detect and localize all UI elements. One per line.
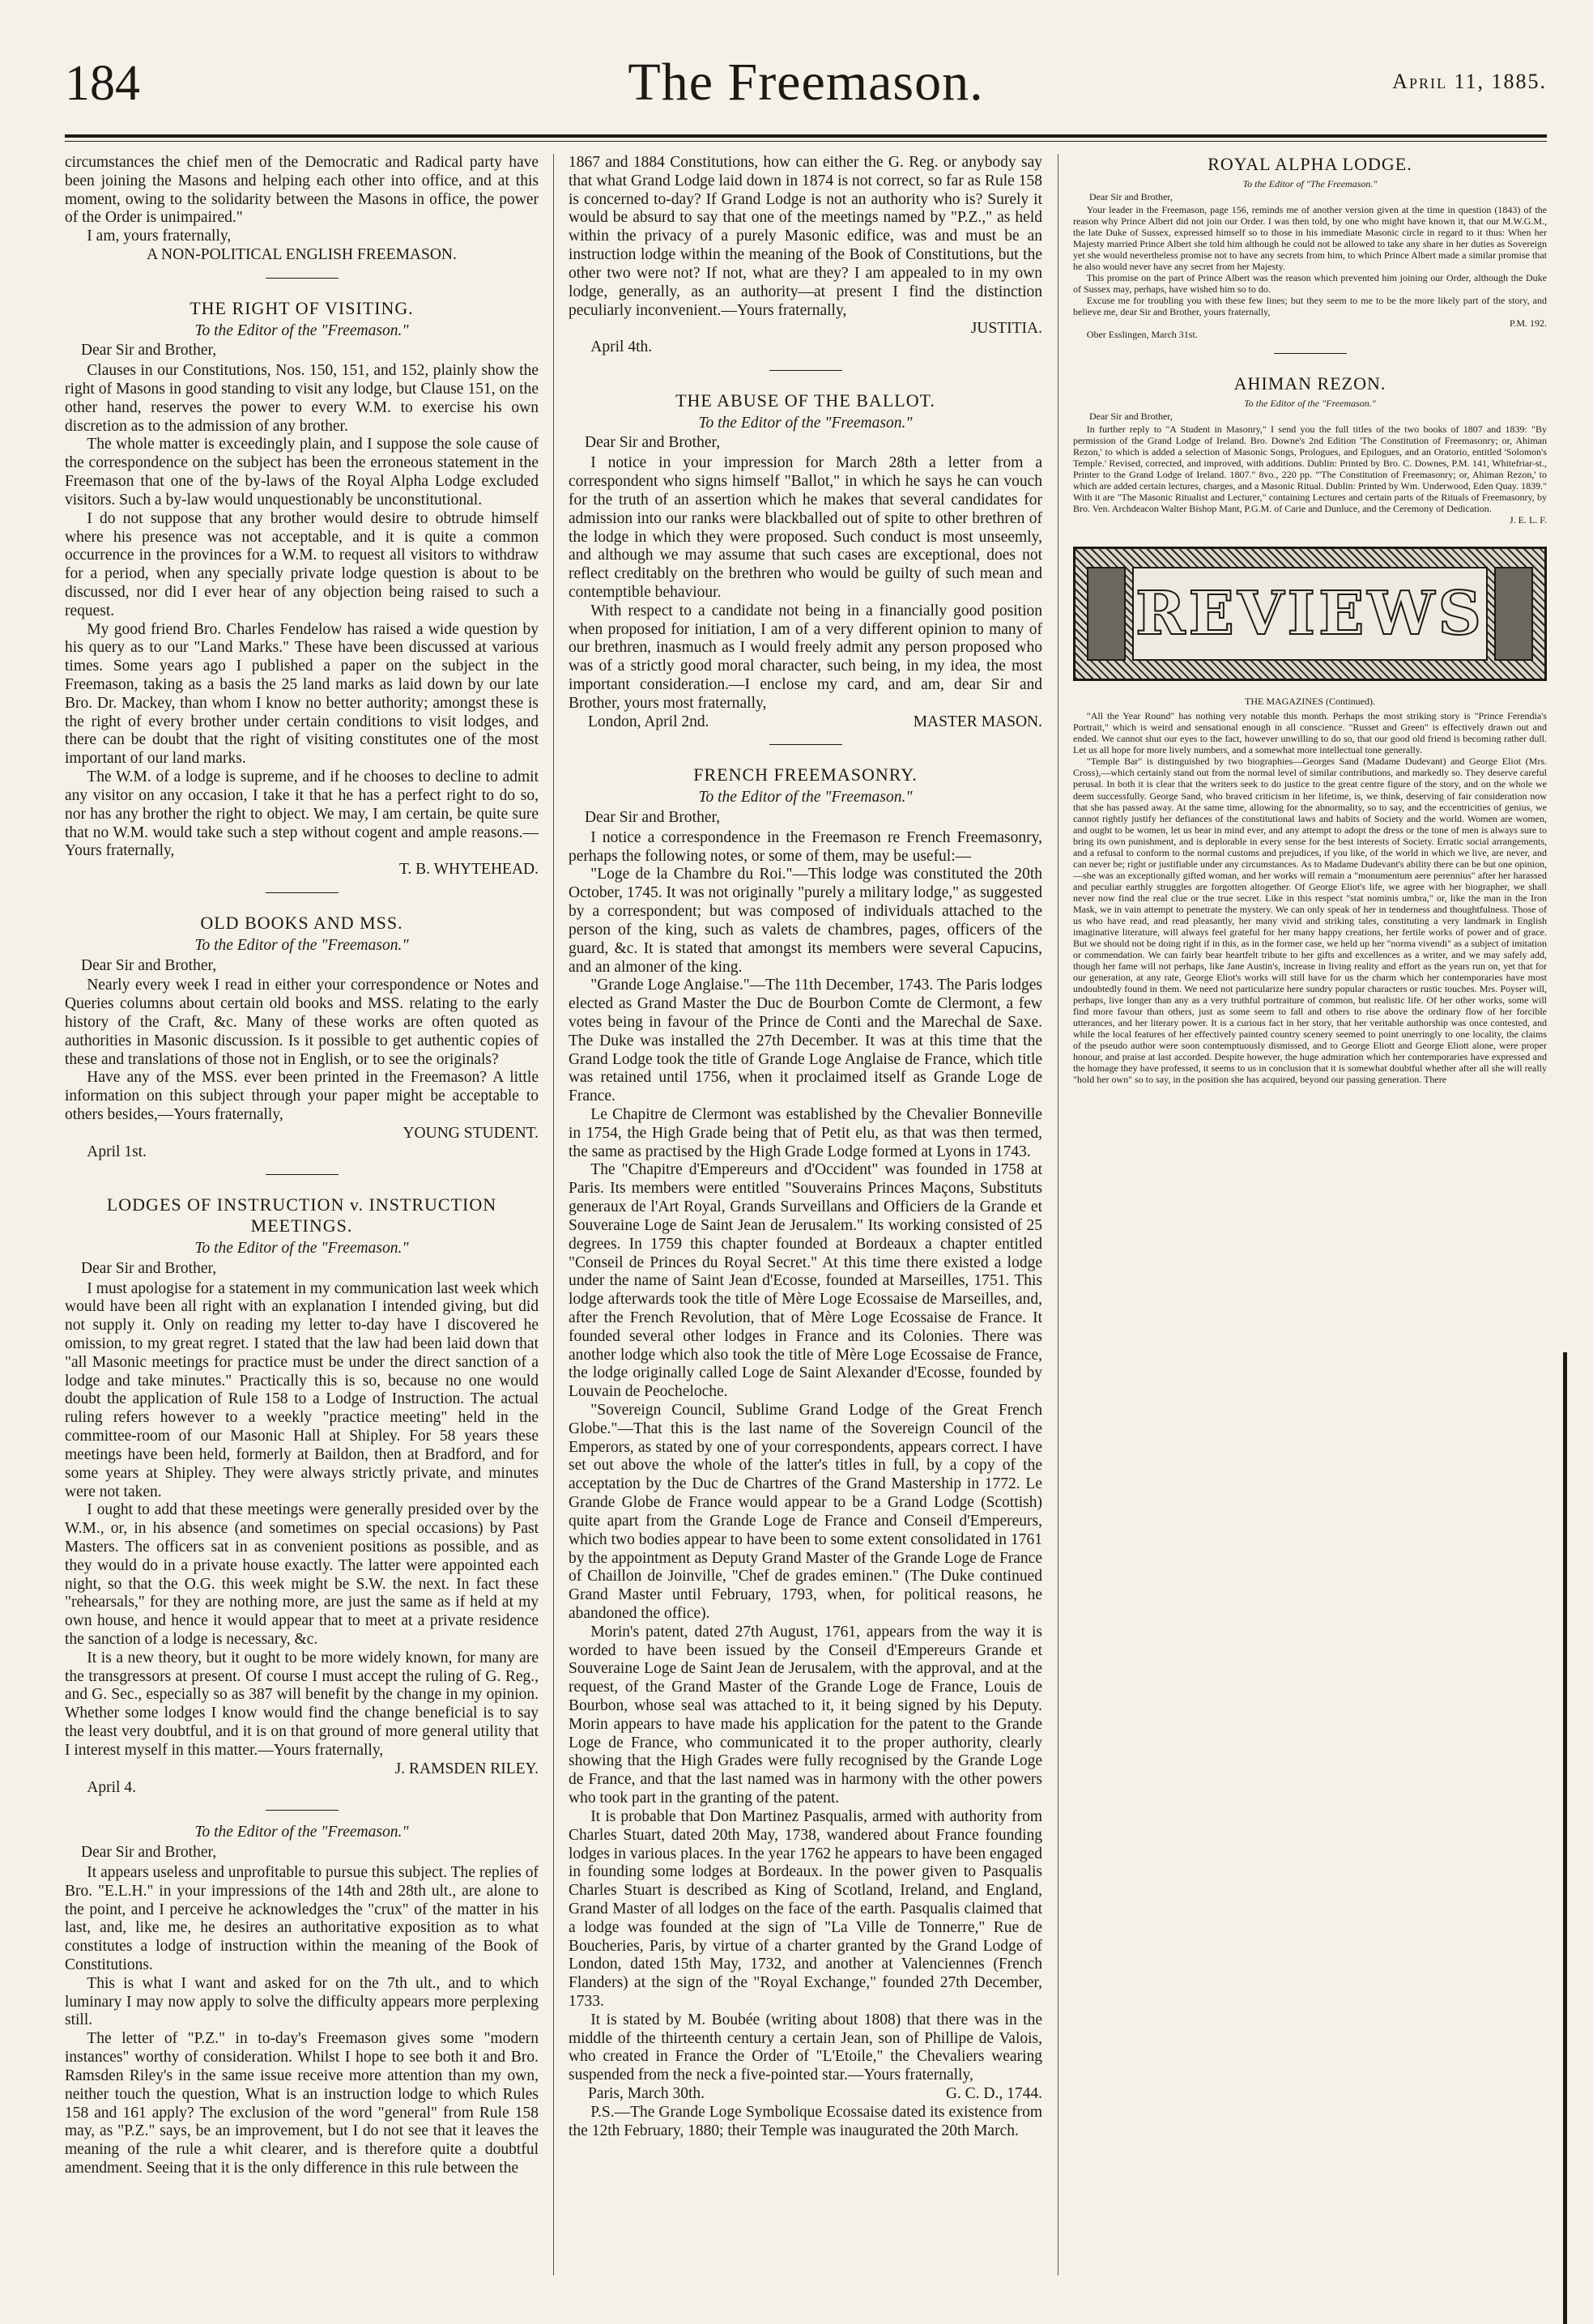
article-text: P.S.—The Grande Loge Symbolique Ecossaise dated its existence from the 12th February, 1880; their Temple was inaugurated the 20th March. bbox=[569, 2103, 1042, 2139]
issue-date: April 11, 1885. bbox=[1392, 70, 1547, 93]
letter-date: April 4th. bbox=[590, 338, 653, 356]
column-1 bbox=[65, 154, 539, 2178]
salutation: Dear Sir and Brother, bbox=[81, 956, 217, 974]
article-title: FRENCH FREEMASONRY. bbox=[693, 764, 918, 785]
salutation: Dear Sir and Brother, bbox=[1089, 190, 1173, 202]
article-text: This promise on the part of Prince Albert was the reason which prevented him joining our Order, although the Duke of Sussex may, perhaps, have wished him so to do. bbox=[1073, 271, 1547, 296]
section-rule bbox=[266, 278, 339, 279]
editor-line: To the Editor of the "Freemason." bbox=[1244, 397, 1376, 409]
section-rule bbox=[266, 1174, 339, 1175]
article-text: I notice in your impression for March 28th a letter from a correspondent who signs himself "Ballot," in which he says he can vouch for the truth of an assertion which he makes that several candidates for admission into our ranks were blackballed out of spite to other brethren of the lodge in which they were proposed. Such conduct is most unseemly, and although we may assume that such cases are exceptional, does not reflect creditably on the brethren who would be guilty of such mean and contemptible behaviour. bbox=[569, 454, 1042, 601]
article-title: THE RIGHT OF VISITING. bbox=[190, 297, 414, 318]
article-text: I ought to add that these meetings were generally presided over by the W.M., or, in his absence (and sometimes on special occasions) by Past Masters. The officers sat in as convenient positions as possible, and as they would do in a private house exactly. The latter were appointed each night, so that the O.G. this week might be S.W. the next. In fact these "rehearsals," for they are nothing more, are just the same as if held at my own house, and hence it would appear that to meet at a private residence the sanction of a lodge is necessary, &c. bbox=[65, 1501, 539, 1648]
article-title: ROYAL ALPHA LODGE. bbox=[1208, 154, 1412, 174]
article-title: LODGES OF INSTRUCTION v. INSTRUCTION MEETINGS. bbox=[106, 1194, 497, 1236]
letter-signature: G. C. D., 1744. bbox=[945, 2085, 1042, 2103]
ornament-icon bbox=[1494, 567, 1533, 661]
article-text: The letter of "P.Z." in to-day's Freemason gives some "modern instances" worthy of consideration. Whilst I hope to see both it and Bro. Ramsden Riley's in the same issue receive more attention than my own, neither touch the question, What is an instruction lodge to which Rules 158 and 161 apply? The exclusion of the word "general" from Rule 158 may, as "P.Z." says, be an improvement, but I do not see that it leaves the meaning of the rule a whit clearer, and is therefore quite a doubtful amendment. Seeing that it is the only difference in this rule between the bbox=[65, 2030, 539, 2177]
column-divider bbox=[553, 154, 554, 2275]
editor-line: To the Editor of the "Freemason." bbox=[194, 321, 409, 339]
article-text: Your leader in the Freemason, page 156, reminds me of another version given at the time in question (1843) of the reason why Prince Albert did not join our Order. I was then told, by one who might have known it, that our M.W.G.M., the late Duke of Sussex, expressed himself so to those in his immediate Masonic circle in regard to it thus: When her Majesty married Prince Albert she told him although he could not be allowed to take any share in her duties as Sovereign yet she would nevertheless promise not to have any secrets from him, to which Prince Albert made a similar promise that he also would never have any secret from her Majesty. bbox=[1073, 203, 1547, 272]
masthead bbox=[65, 49, 1547, 146]
article-text: circumstances the chief men of the Democratic and Radical party have been joining the Masons and helping each other into office, and at this moment, owing to the solidarity between the Masons in office, the power of the Order is unimpaired." bbox=[65, 154, 539, 227]
letter-signature: J. E. L. F. bbox=[1509, 514, 1547, 526]
letter-signature: YOUNG STUDENT. bbox=[403, 1124, 539, 1142]
article-text: Excuse me for troubling you with these few lines; but they seem to me to be the more likely part of the story, and believe me, dear Sir and Brother, yours fraternally, bbox=[1073, 295, 1547, 318]
column-3 bbox=[1073, 154, 1547, 1085]
letter-signature: P.M. 192. bbox=[1509, 317, 1547, 330]
article-title: AHIMAN REZON. bbox=[1233, 373, 1386, 394]
letter-date: April 1st. bbox=[87, 1143, 147, 1160]
article-title: OLD BOOKS AND MSS. bbox=[200, 912, 403, 933]
reviews-heading: REVIEWS bbox=[1135, 578, 1484, 649]
section-rule bbox=[1274, 353, 1347, 354]
salutation: Dear Sir and Brother, bbox=[81, 1844, 217, 1862]
article-text: 1867 and 1884 Constitutions, how can either the G. Reg. or anybody say that what Grand Lodge laid down in 1874 is not correct, so far as Rule 158 is concerned to-day? If Grand Lodge is not an authority who is? Surely it would be absurd to say that one of the meetings named by "P.Z.," as held within the privacy of a purely Masonic edifice, was and must be an instruction lodge within the meaning of the Book of Constitutions, but the other two were not? If not, what are they? I am appealed to in my own lodge, generally, as an authority—at present I find the distinction peculiarly inconvenient.—Yours fraternally, bbox=[569, 154, 1042, 319]
article-text: "Sovereign Council, Sublime Grand Lodge of the Great French Globe."—That this is the last name of the Sovereign Council of the Emperors, as stated by one of your correspondents, appears correct. I have set out above the whole of the latter's titles in full, by a copy of the acceptation by the Duc de Chartres of the Grand Mastership in 1772. Le Grande Globe de France would appear to be a Grand Lodge (Scottish) quite apart from the Grande Loge de France and Conseil d'Empereurs, which two bodies appear to have been to some extent consolidated in 1761 by the appointment as Deputy Grand Master of the Grande Loge de France of Chaillon de Joinville, "Chef de grades eminen." (The Duke continued Grand Master until February, 1793, when, for political reasons, he abandoned the office). bbox=[569, 1402, 1042, 1622]
salutation: Dear Sir and Brother, bbox=[1089, 410, 1173, 422]
column-2 bbox=[569, 154, 1042, 2141]
article-text: Morin's patent, dated 27th August, 1761, appears from the way it is worded to have been issued by the Conseil d'Empereurs Grande et Souveraine Loge de Saint Jean de Jerusalem, with the approval, and at the request, of the Grand Master of the Grande Loge de France, Louis de Bourbon, whose seal was attached to it, it being signed by his Deputy. Morin appears to have made his application for the patent to the Grande Loge de France, who communicated it to the proper authority, clearly showing that the High Grades were fully recognised by the Grande Loge de France, and that the last named was in harmony with the other powers who took part in the granting of the patent. bbox=[569, 1623, 1042, 1807]
article-text: With respect to a candidate not being in a financially good position when proposed for initiation, I am of a very different opinion to many of our brethren, inasmuch as I would freely admit any person proposed who was of a strictly good moral character, such being, in my idea, the most important consideration.—I enclose my card, and am, dear Sir and Brother, yours most fraternally, bbox=[569, 602, 1042, 712]
newspaper-page bbox=[65, 49, 1547, 2284]
section-rule bbox=[769, 744, 842, 745]
paper-title: The Freemason. bbox=[628, 53, 984, 112]
margin-bar bbox=[1563, 1352, 1567, 2324]
article-text: It is stated by M. Boubée (writing about 1808) that there was in the middle of the thirteenth century a certain Jean, son of Phillipe de Valois, who created in France the Order of "L'Etoile," the Chevaliers wearing suspended from the neck a five-pointed star.—Yours fraternally, bbox=[569, 2011, 1042, 2084]
letter-signature: JUSTITIA. bbox=[970, 320, 1042, 338]
article-text: Have any of the MSS. ever been printed in the Freemason? A little information on this subject through your paper might be acceptable to others besides,—Yours fraternally, bbox=[65, 1069, 539, 1124]
article-text: Clauses in our Constitutions, Nos. 150, 151, and 152, plainly show the right of Masons in good standing to visit any lodge, but Clause 151, on the other hand, reserves the power to every W.M. to exercise his own discretion as to the admission of any brother. bbox=[65, 362, 539, 435]
letter-signature: MASTER MASON. bbox=[913, 713, 1042, 730]
salutation: Dear Sir and Brother, bbox=[81, 1259, 217, 1277]
editor-line: To the Editor of "The Freemason." bbox=[1242, 177, 1378, 189]
article-text: The W.M. of a lodge is supreme, and if he chooses to decline to admit any visitor on any occasion, I take it that he has a perfect right to do so, nor has any brother the right to object. We may, I am certain, be quite sure that no W.M. would take such a step without cogent and ample reasons.—Yours fraternally, bbox=[65, 768, 539, 860]
editor-line: To the Editor of the "Freemason." bbox=[194, 1239, 409, 1257]
letter-signature: A NON-POLITICAL ENGLISH FREEMASON. bbox=[147, 246, 457, 264]
salutation: Dear Sir and Brother, bbox=[585, 434, 721, 452]
article-text: It is a new theory, but it ought to be more widely known, for many are the transgressors at present. Of course I must accept the ruling of G. Reg., and G. Sec., especially so as 387 will benefit by the change in my opinion. Whether some lodges I know would find the change beneficial is to say the least very doubtful, and it is on that ground of more general utility that I interest myself in this matter.—Yours fraternally, bbox=[65, 1649, 539, 1759]
article-title: THE ABUSE OF THE BALLOT. bbox=[675, 389, 935, 411]
letter-signature: T. B. WHYTEHEAD. bbox=[398, 861, 539, 879]
article-text: "All the Year Round" has nothing very notable this month. Perhaps the most striking story is "Prince Ferendia's Portrait," which is weird and sensational enough in all conscience. "Russet and Green" is effectively drawn out and ended. We cannot shut our eyes to the fact, however unwilling to do so, that our good old friend is becoming rather dull. Let us all hope for more lively numbers, and a somewhat more intellectual tone generally. bbox=[1073, 710, 1547, 756]
reviews-banner bbox=[1073, 547, 1547, 681]
ornament-icon bbox=[1087, 567, 1126, 661]
letter-place: Paris, March 30th. bbox=[588, 2085, 705, 2103]
page-number: 184 bbox=[65, 56, 140, 111]
salutation: Dear Sir and Brother, bbox=[81, 342, 217, 360]
editor-line: To the Editor of the "Freemason." bbox=[194, 1824, 409, 1841]
letter-signature: J. RAMSDEN RILEY. bbox=[394, 1760, 539, 1777]
letter-close: I am, yours fraternally, bbox=[87, 228, 232, 245]
reviews-banner-panel bbox=[1132, 567, 1488, 661]
article-text: I do not suppose that any brother would desire to obtrude himself where his presence was not acceptable, and it is quite a common occurrence in the provinces for a W.M. to request all visitors to withdraw for a period, when any specially private lodge question is about to be discussed, nor did I ever hear of any objection being raised to such a request. bbox=[65, 509, 539, 619]
masthead-rule-thin bbox=[65, 141, 1547, 142]
masthead-rule bbox=[65, 134, 1547, 138]
salutation: Dear Sir and Brother, bbox=[585, 809, 721, 827]
article-text: It is probable that Don Martinez Pasqualis, armed with authority from Charles Stuart, dated 20th May, 1738, wandered about France founding lodges in various places. In the year 1762 he appears to have been engaged in founding some lodges at Bordeaux. In the power given to Pasqualis Charles Stuart is described as King of Scotland, Ireland, and England, Grand Master of all lodges on the face of the earth. Pasqualis claimed that a lodge was founded at the sign of "La Ville de Tonnerre," Rue de Boucheries, Paris, by virtue of a charter granted by the Grand Lodge of London, dated 15th May, 1732, and another at Valenciennes (French Flanders) at the sign of the "Royal Exchange," founded 27th December, 1733. bbox=[569, 1807, 1042, 2011]
article-text: "Temple Bar" is distinguished by two biographies—Georges Sand (Madame Dudevant) and George Eliot (Mrs. Cross),—which certainly stand out from the normal level of similar contributions, and markedly so. They deserve careful perusal. In both it is clear that the writers seek to do justice to the great centre figure of the story, and on the whole we deem successfully. George Sand, who braved criticism in her lifetime, is, we think, deserving of fair consideration now that she has passed away. At the same time, allowing for the abnormality, so to say, and the eccentricities of genius, we cannot rightly justify her defiances of the constitutional laws and habits of Society and the world. Women are women, and ought to be women, let us bear in mind ever, and any attempt to adopt the dress or the tone of men is always sure to bring its own punishment, and is deplorable in every sense for the best interests of Society. Erratic social arrangements, and a refusal to conform to the normal customs and prejudices, if you like, of the world in which we live, are never, and can never be; right or justifiable under any circumstances. As to Madame Dudevant's ability there can be but one opinion,—she was an exceptionally gifted woman, and her works will remain a "monumentum aere perennius" after her harassed and peculiar earthly struggles are forgotten altogether. Of George Eliot's life, we agree with her biographer, we shall never now find the real clue or the true secret. Like in this respect "stat nominis umbra," or, like the man in the Iron Mask, we in vain attempt to penetrate the mystery. We can only speak of her in tenderness and thoughtfulness. Those of us who have read, and read pleasantly, her many vivid and striking tales, constituting a very landmark in English imaginative literature, will always feel grateful for her many happy creations, her fertile works of power and of grace. But we should not be doing right if in this, as in the former case, we held up her "norma vivendi" as a subject of imitation or commendation. We can fairly bear heartfelt tribute to her gifts and excellences as a writer, and we may safely add, though her fame will not perhaps, like Jane Austin's, increase in living reality and effort as the years run on, yet that for our generation, at any rate, George Eliot's works will still have for us the charm which her contemporaries have most undoubtedly found in them. We need not particularize here sundry popular characters or rustic touches. Mrs. Poyser will, perhaps, live longer than any as a very truthful portraiture of common, but realistic life. Of her other works, some will find more favour than others, just as some seem to fall and others to rise above the ordinary flow of her forcible utterances, and her literary power. It is a curious fact in her story, that her veritable authorship was once contested, and while the local features of her effectively painted country scenery seemed to point unerringly to one locality, the claims of the pseudo author were soon contemptuously dismissed, and to George Eliott and George Eliott alone, were proper honour, and praise at last accorded. Despite however, the huge admiration which her contemporaries have expressed and the homage they have professed, it seems to us in conclusion that it is somewhat doubtful whether after all she will really "hold her own" so to say, in the position she has acquired, beyond our passing generation. There bbox=[1073, 756, 1547, 1086]
editor-line: To the Editor of the "Freemason." bbox=[698, 789, 913, 807]
article-text: "Grande Loge Anglaise."—The 11th December, 1743. The Paris lodges elected as Grand Master the Duc de Bourbon Comte de Clermont, a few votes being in favour of the Prince de Conti and the Marechal de Saxe. The Duke was installed the 27th December. It was at this time that the Grand Lodge took the title of Grande Loge Anglaise de France, which title was retained until 1756, when it proclaimed itself as Grande Loge de France. bbox=[569, 977, 1042, 1105]
article-text: I notice a correspondence in the Freemason re French Freemasonry, perhaps the following notes, or some of them, may be useful:— bbox=[569, 828, 1042, 865]
section-rule bbox=[769, 370, 842, 371]
letter-place: Ober Esslingen, March 31st. bbox=[1086, 329, 1198, 341]
letter-signature-line bbox=[569, 713, 1042, 732]
article-text: Le Chapitre de Clermont was established by the Chevalier Bonneville in 1754, the High Grade being that of Petit elu, as that was then termed, the same as practised by the High Grade Lodge formed at Lyons in 1743. bbox=[569, 1106, 1042, 1160]
article-text: "Loge de la Chambre du Roi."—This lodge was constituted the 20th October, 1745. It was not originally "purely a military lodge," as suggested by a correspondent; but was composed of individuals attached to the person of the king, such as valets de chambres, pages, officers of the guard, &c. It is stated that amongst its members were several Capucins, and an almoner of the king. bbox=[569, 866, 1042, 976]
article-text: This is what I want and asked for on the 7th ult., and to which luminary I may now apply to solve the difficulty appears more perplexing still. bbox=[65, 1974, 539, 2029]
section-heading: THE MAGAZINES (Continued). bbox=[1245, 696, 1375, 708]
letter-signature-line bbox=[569, 2085, 1042, 2104]
article-text: My good friend Bro. Charles Fendelow has raised a wide question by his query as to our "Land Marks." These have been discussed at various times. Some years ago I published a paper on the subject in the Freemason, taking as a basis the 25 land marks as laid down by our late Bro. Dr. Mackey, than whom I know no better authority; amongst these is the right of every brother under certain conditions to visit lodges, and there can be doubt that the right of visiting constitutes one of the most important of our land marks. bbox=[65, 620, 539, 768]
article-text: Nearly every week I read in either your correspondence or Notes and Queries columns about certain old books and MSS. relating to the early history of the Craft, &c. Many of these works are often quoted as authorities in Masonic discussion. Is it possible to get authentic copies of these and translations of those not in English, or to see the originals? bbox=[65, 977, 539, 1068]
article-text: It appears useless and unprofitable to pursue this subject. The replies of Bro. "E.L.H." in your impressions of the 14th and 28th ult., are alone to the point, and I perceive he acknowledges the "crux" of the matter in his last, and, like me, he desires an authoritative exposition as to what constitutes a lodge of instruction within the meaning of the Book of Constitutions. bbox=[65, 1863, 539, 1973]
article-text: The whole matter is exceedingly plain, and I suppose the sole cause of the correspondence on the subject has been the erroneous statement in the Freemason that one of the by-laws of the Royal Alpha Lodge excluded visitors. Such a by-law would unquestionably be unconstitutional. bbox=[65, 436, 539, 509]
article-text: In further reply to "A Student in Masonry," I send you the full titles of the two books of 1807 and 1839: "By permission of the Grand Lodge of Ireland. Bro. Downe's 2nd Edition 'The Constitution of Freemasonry; or, Ahiman Rezon,' to which is added a selection of Masonic Songs, Prologues, and Epilogues, and an Oratorio, entitled 'Solomon's Temple.' Revised, corrected, and improved, with additions. Dublin: Printed by Bro. C. Downes, P.M. 141, Whitefriar-st., Printer to the Grand Lodge of Ireland. 1807." 8vo., 220 pp. "'The Constitution of Freemasonry; or, Ahiman Rezon,' to which are added certain lectures, charges, and a Masonic Ritual. Dublin: Printed by Wm. Underwood, Eden Quay. 1839." With it are "The Masonic Ritualist and Lecturer," containing Lectures and certain parts of the Rituals of Freemasonry, by Bro. Ven. Archdeacon Walter Bishop Mant, P.G.M. of Carie and Dunluce, and the Ceremony of Dedication. bbox=[1073, 423, 1547, 515]
article-text: The "Chapitre d'Empereurs and d'Occident" was founded in 1758 at Paris. Its members were entitled "Souverains Princes Maçons, Substituts generaux de l'Art Royal, Grands Surveillans and Officiers de la Grande et Souveraine Loge de Saint Jean de Jerusalem." Its working consisted of 25 degrees. In 1759 this chapter founded at Bordeaux a chapter entitled "Conseil de Princes du Royal Secret." At this time there existed a lodge under the name of Saint Jean d'Ecosse, founded at Marseilles, 1751. This lodge afterwards took the title of Mère Loge Ecossaise de Marseilles, and, after the French Revolution, that of Mère Loge Ecossaise de France. It founded several other lodges in France and its Colonies. There was another lodge which also took the title of Mère Loge Ecossaise de France, the lodge originally called Loge de Saint Alexander d'Ecosse, founded by Louvain de Peocheloche. bbox=[569, 1161, 1042, 1401]
section-rule bbox=[266, 1810, 339, 1811]
editor-line: To the Editor of the "Freemason." bbox=[698, 414, 913, 432]
editor-line: To the Editor of the "Freemason." bbox=[194, 936, 409, 954]
letter-place: London, April 2nd. bbox=[588, 713, 709, 730]
letter-date: April 4. bbox=[87, 1778, 136, 1796]
section-rule bbox=[266, 892, 339, 893]
article-text: I must apologise for a statement in my communication last week which would have been all right with an explanation I intended giving, but did not supply it. Only on reading my letter to-day have I discovered he omission, to my great regret. I stated that the law had been laid down that "all Masonic meetings for practice must be under the direct sanction of a lodge and take minutes." Practically this is so, because no one would doubt the application of Rule 158 to a Lodge of Instruction. The actual ruling refers however to a weekly "practice meeting" held in the committee-room of our Masonic Hall at Shipley. For 58 years these meetings have been held, formerly at Baildon, then at Bradford, and for some years at Shipley. They were always strictly private, and minutes were not taken. bbox=[65, 1279, 539, 1500]
